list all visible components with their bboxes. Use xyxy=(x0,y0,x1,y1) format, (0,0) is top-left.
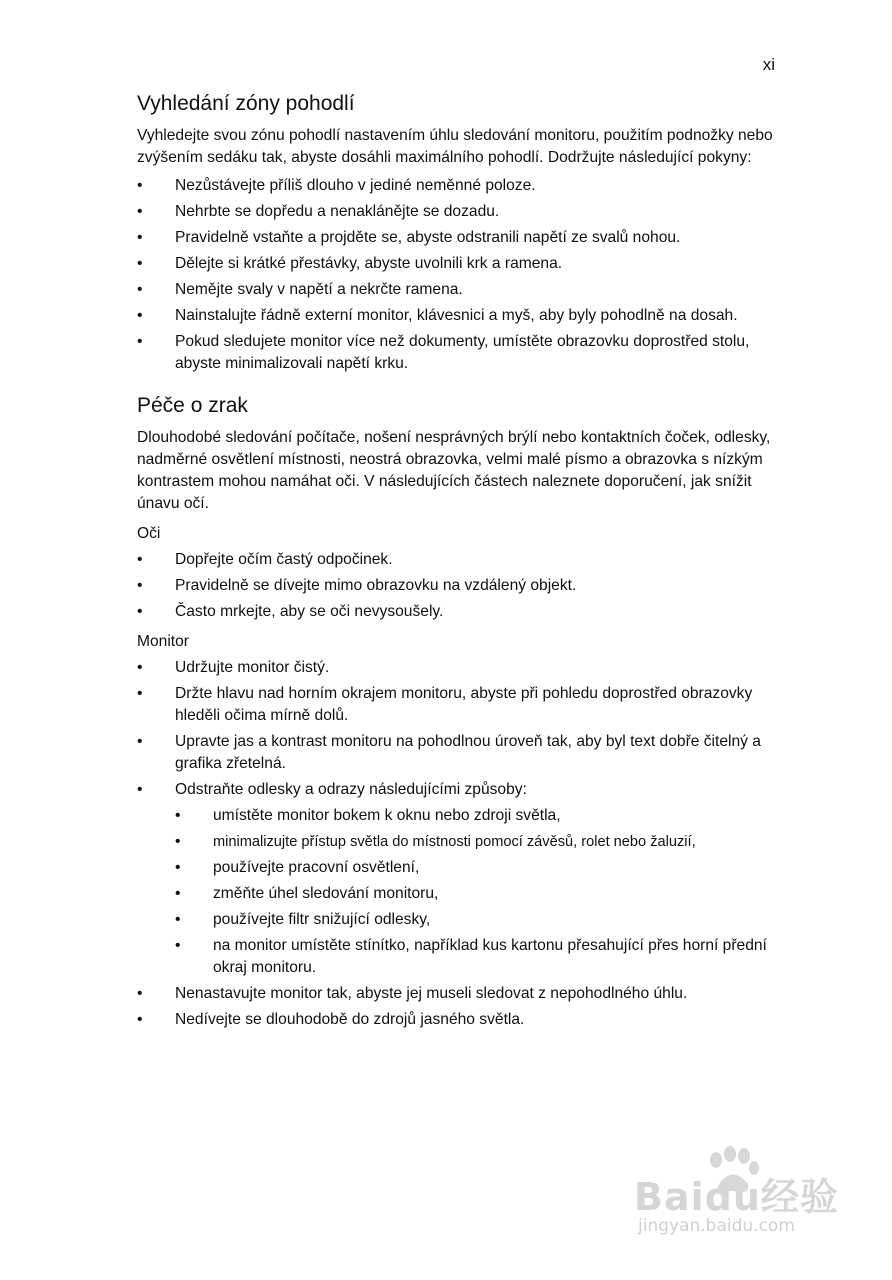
subheading-monitor: Monitor xyxy=(137,633,189,650)
sublist-item: • minimalizujte přístup světla do místnosti pomocí závěsů, rolet nebo žaluzií, xyxy=(175,831,787,853)
sublist-item: • umístěte monitor bokem k oknu nebo zdroji světla, xyxy=(175,805,787,827)
watermark-logo xyxy=(634,1166,839,1221)
list-item: • Často mrkejte, aby se oči nevysoušely. xyxy=(137,601,787,623)
list-item: • Pokud sledujete monitor více než dokumenty, umístěte obrazovku doprostřed stolu, abyste minimalizovali napětí krku. xyxy=(137,331,787,375)
list-item: • Dělejte si krátké přestávky, abyste uvolnili krk a ramena. xyxy=(137,253,787,275)
list-item: • Dopřejte očím častý odpočinek. xyxy=(137,549,787,571)
list-item: • Držte hlavu nad horním okrajem monitoru, abyste při pohledu doprostřed obrazovky hleděli očima mírně dolů. xyxy=(137,683,787,727)
section-intro-eye-care: Dlouhodobé sledování počítače, nošení nesprávných brýlí nebo kontaktních čoček, odlesky, nadměrné osvětlení místnosti, neostrá obrazovka, velmi malé písmo a obrazovka s nízkým kontrastem mohou namáhat oči. V následujících částech naleznete doporučení, jak snížit únavu očí. xyxy=(137,429,771,512)
list-item-text: Odstraňte odlesky a odrazy následujícími způsoby: xyxy=(175,781,527,798)
page-number: xi xyxy=(762,55,775,74)
list-item: • Pravidelně se dívejte mimo obrazovku na vzdálený objekt. xyxy=(137,575,787,597)
list-item: • Nainstalujte řádně externí monitor, klávesnici a myš, aby byly pohodlně na dosah. xyxy=(137,305,787,327)
watermark-url: jingyan.baidu.com xyxy=(638,1216,795,1236)
section-title-eye-care: Péče o zrak xyxy=(137,394,248,417)
watermark-logo-right: 经验 xyxy=(760,1175,839,1219)
eyes-list xyxy=(137,549,787,623)
list-item: • Nezůstávejte příliš dlouho v jediné neměnné poloze. xyxy=(137,175,787,197)
list-item: • Nemějte svaly v napětí a nekrčte ramena. xyxy=(137,279,787,301)
monitor-list xyxy=(137,657,787,1031)
list-item: • Nenastavujte monitor tak, abyste jej museli sledovat z nepohodlného úhlu. xyxy=(137,983,787,1005)
glare-sublist xyxy=(175,805,787,979)
list-item: • Pravidelně vstaňte a projděte se, abyste odstranili napětí ze svalů nohou. xyxy=(137,227,787,249)
baidu-watermark xyxy=(634,1146,854,1246)
list-item: • Udržujte monitor čistý. xyxy=(137,657,787,679)
section-title-comfort-zone: Vyhledání zóny pohodlí xyxy=(137,92,355,115)
list-item-glare xyxy=(137,779,787,979)
document-body xyxy=(137,91,787,1035)
sublist-item: • změňte úhel sledování monitoru, xyxy=(175,883,787,905)
subheading-eyes: Oči xyxy=(137,525,161,542)
list-item: • Nedívejte se dlouhodobě do zdrojů jasného světla. xyxy=(137,1009,787,1031)
list-item: • Upravte jas a kontrast monitoru na pohodlnou úroveň tak, aby byl text dobře čitelný a grafika zřetelná. xyxy=(137,731,787,775)
watermark-logo-du: du xyxy=(704,1175,761,1219)
list-item: • Nehrbte se dopředu a nenaklánějte se dozadu. xyxy=(137,201,787,223)
section-intro-comfort-zone: Vyhledejte svou zónu pohodlí nastavením úhlu sledování monitoru, použitím podnožky nebo zvýšením sedáku tak, abyste dosáhli maximálního pohodlí. Dodržujte následující pokyny: xyxy=(137,127,773,166)
sublist-item: • na monitor umístěte stínítko, například kus kartonu přesahující přes horní přední okraj monitoru. xyxy=(175,935,787,979)
sublist-item: • používejte pracovní osvětlení, xyxy=(175,857,787,879)
watermark-logo-left: Bai xyxy=(634,1175,705,1219)
comfort-guidelines-list xyxy=(137,175,787,375)
sublist-item: • používejte filtr snižující odlesky, xyxy=(175,909,787,931)
